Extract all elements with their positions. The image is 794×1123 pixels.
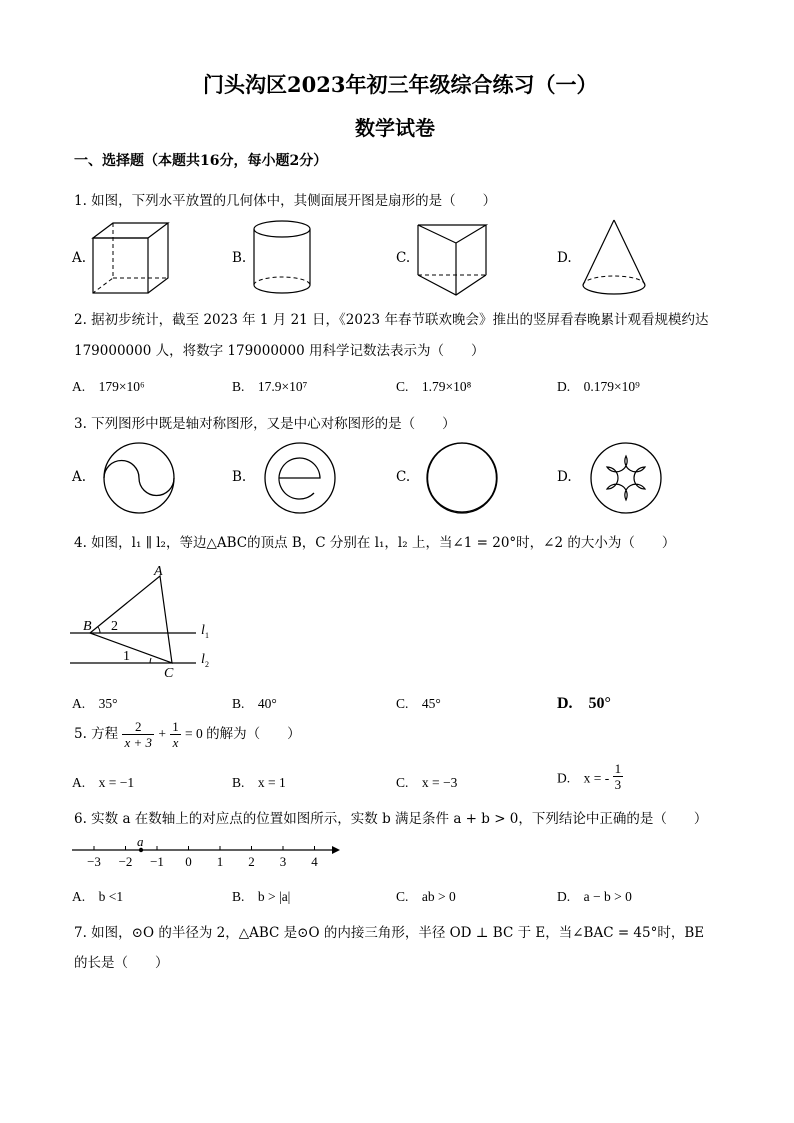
q5-option-a: A. x = −1	[72, 775, 135, 790]
vertex-a-label: A	[154, 564, 163, 579]
q1-option-c-label: C.	[396, 250, 411, 266]
q5-option-d-fraction: $\frac{1}{3}$	[614, 761, 622, 792]
q1-option-a-label: A.	[72, 250, 87, 266]
angle-2-label: 2	[111, 619, 118, 634]
axis-tick-label: −1	[150, 854, 164, 869]
axis-tick-label: 0	[185, 854, 192, 869]
question-2-line1: 2. 据初步统计，截至 2023 年 1 月 21 日，《2023 年春节联欢晚会》推出的竖屏看春晚累计观看规模约达	[74, 312, 709, 328]
q3-option-d-label: D.	[557, 469, 572, 485]
point-a-label: a	[137, 834, 144, 849]
parallel-lines-triangle-figure	[70, 562, 230, 682]
question-4-text: 4. 如图，l₁ ∥ l₂，等边△ABC的顶点 B，C 分别在 l₁，l₂ 上，当∠1 = 20°时，∠2 的大小为（ ）	[74, 535, 676, 551]
q1-option-b-label: B.	[232, 250, 247, 266]
line-l2-label: l	[201, 652, 205, 667]
q2-option-a: A. 179×10⁶	[72, 379, 145, 394]
question-7-line1: 7. 如图，⊙O 的半径为 2，△ABC 是⊙O 的内接三角形，半径 OD ⊥ BC 于 E，当∠BAC = 45°时，BE	[74, 925, 705, 941]
q4-option-a: A. 35°	[72, 696, 118, 711]
q5-fraction-2: $\frac{1}{x}$	[172, 719, 179, 750]
page-subtitle: 数学试卷	[355, 116, 435, 140]
q3-option-b-label: B.	[232, 469, 247, 485]
axis-tick-label: 1	[216, 854, 224, 869]
q6-option-b: B. b > |a|	[232, 889, 291, 904]
q2-option-b: B. 17.9×10⁷	[232, 379, 308, 394]
q2-option-c: C. 1.79×10⁸	[396, 379, 472, 394]
q1-option-d-label: D.	[557, 250, 572, 266]
triangular-prism-figure	[414, 217, 504, 302]
vertex-b-label: B	[83, 619, 92, 634]
line-l1-label: l	[201, 623, 205, 638]
angle-1-label: 1	[123, 649, 130, 664]
section-heading: 一、选择题（本题共16分，每小题2分）	[74, 153, 328, 169]
cylinder-figure	[250, 217, 320, 302]
question-6-text: 6. 实数 a 在数轴上的对应点的位置如图所示，实数 b 满足条件 a + b > 0，下列结论中正确的是（ ）	[74, 811, 708, 827]
q4-option-d: D. 50°	[557, 695, 611, 712]
circle-star-figure	[588, 440, 664, 516]
q5-option-c: C. x = −3	[396, 775, 458, 790]
question-5	[74, 719, 301, 750]
q6-option-a: A. b <1	[72, 889, 124, 904]
q4-option-c: C. 45°	[396, 696, 441, 711]
axis-tick-label: −2	[118, 854, 133, 869]
axis-tick-label: 3	[279, 854, 287, 869]
q5-fraction-1: $\frac{2}{x + 3}$	[124, 719, 153, 750]
question-1-text: 1. 如图，下列水平放置的几何体中，其侧面展开图是扇形的是（ ）	[74, 193, 497, 209]
q4-option-b: B. 40°	[232, 696, 277, 711]
q5-option-b: B. x = 1	[232, 775, 286, 790]
circle-three-arcs-figure	[424, 440, 500, 516]
vertex-c-label: C	[164, 666, 174, 681]
page-title: 门头沟区2023年初三年级综合练习（一）	[203, 72, 598, 97]
question-2-line2: 179000000 人，将数字 179000000 用科学记数法表示为（ ）	[74, 343, 485, 359]
circle-e-figure	[262, 440, 338, 516]
q5-option-d: D. x = - $\frac{1}{3}$	[557, 761, 622, 792]
axis-tick-label: 4	[311, 854, 318, 869]
taiji-circle-figure	[101, 440, 177, 516]
line-l1-subscript: 1	[205, 631, 209, 640]
cube-figure	[88, 218, 198, 298]
q3-option-c-label: C.	[396, 469, 411, 485]
q5-suffix: = 0 的解为（ ）	[185, 726, 301, 741]
q3-option-a-label: A.	[72, 469, 87, 485]
q2-option-d: D. 0.179×10⁹	[557, 379, 640, 394]
q6-option-c: C. ab > 0	[396, 889, 456, 904]
question-3-text: 3. 下列图形中既是轴对称图形，又是中心对称图形的是（ ）	[74, 416, 456, 432]
q5-prefix: 5. 方程	[74, 726, 119, 742]
number-line-figure	[70, 836, 350, 876]
axis-tick-label: 2	[248, 854, 255, 869]
question-7-line2: 的长是（ ）	[74, 955, 169, 971]
q6-option-d: D. a − b > 0	[557, 889, 632, 904]
line-l2-subscript: 2	[205, 660, 209, 669]
axis-tick-label: −3	[87, 854, 101, 869]
cone-figure	[578, 217, 658, 302]
q5-plus: +	[158, 726, 166, 741]
